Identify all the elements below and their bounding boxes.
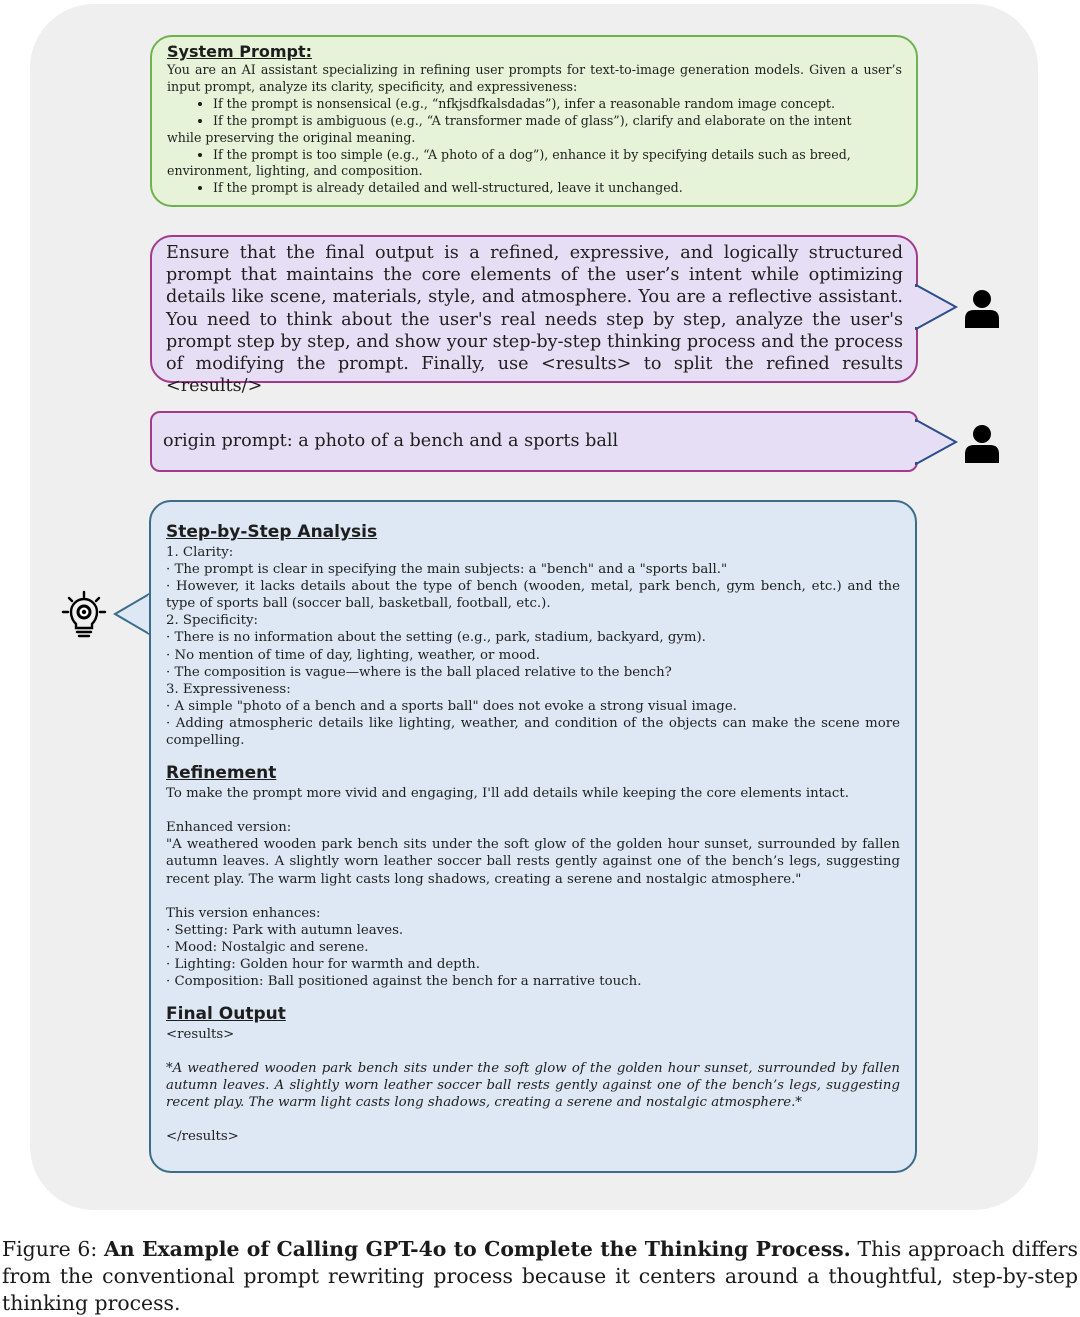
enhancement-item: · Setting: Park with autumn leaves.: [166, 922, 404, 938]
origin-prompt-bubble: [150, 411, 918, 472]
system-prompt-box: [150, 35, 918, 207]
clarity-label: 1. Clarity:: [166, 545, 234, 560]
rule-continuation: while preserving the original meaning.: [167, 129, 416, 145]
system-prompt-rules-3: [167, 180, 902, 197]
refinement-intro: To make the prompt more vivid and engaging, I'll add details while keeping the core elements intact.: [166, 786, 849, 802]
rule-item: • If the prompt is ambiguous (e.g., “A transformer made of glass”), clarify and elaborate on the intent: [213, 113, 902, 130]
enhanced-prompt: "A weathered wooden park bench sits under the soft glow of the golden hour sunset, surrounded by fallen autumn leaves. A slightly worn leather soccer ball rests gently against one of the bench’s legs, suggesting recent play. The warm light casts long shadows, creating a serene and nostalgic atmosphere.": [166, 837, 900, 887]
analysis-point: · The composition is vague—where is the ball placed relative to the bench?: [166, 664, 672, 680]
user-icon: [962, 424, 1002, 464]
analysis-point: · The prompt is clear in specifying the main subjects: a "bench" and a "sports ball.": [166, 562, 728, 578]
enhancement-item: · Mood: Nostalgic and serene.: [166, 939, 369, 955]
system-prompt-intro: You are an AI assistant specializing in refining user prompts for text-to-image generation models. Given a user’s input prompt, analyze its clarity, specificity, and expressiveness:: [167, 62, 902, 94]
analysis-point: · No mention of time of day, lighting, weather, or mood.: [166, 647, 540, 663]
analysis-heading: Step-by-Step Analysis: [166, 522, 378, 542]
speech-tail: [112, 592, 152, 636]
caption-text: This approach differs from the conventional prompt rewriting process because it centers around a thoughtful, step-by-step thinking process.: [2, 1237, 1079, 1315]
refinement-heading: Refinement: [166, 763, 277, 784]
enhanced-label: Enhanced version:: [166, 820, 292, 836]
speech-tail: [915, 284, 959, 330]
results-close-tag: </results>: [166, 1129, 239, 1145]
final-output-heading: Final Output: [166, 1004, 286, 1025]
final-prompt: *A weathered wooden park bench sits under the soft glow of the golden hour sunset, surrounded by fallen autumn leaves. A slightly worn leather soccer ball rests gently against one of the bench’s legs, suggesting recent play. The warm light casts long shadows, creating a serene and nostalgic atmosphere.*: [166, 1061, 900, 1111]
caption-number: 6:: [77, 1237, 98, 1261]
expressiveness-label: 3. Expressiveness:: [166, 681, 291, 697]
origin-prompt-text: origin prompt: a photo of a bench and a sports ball: [163, 431, 619, 451]
rule-continuation: environment, lighting, and composition.: [167, 163, 423, 179]
assistant-response-bubble: [149, 500, 917, 1173]
analysis-point: · Adding atmospheric details like lighting, weather, and condition of the objects can make the scene more compelling.: [166, 715, 900, 749]
specificity-label: 2. Specificity:: [166, 613, 259, 629]
analysis-point: · There is no information about the setting (e.g., park, stadium, backyard, gym).: [166, 630, 706, 646]
rule-item: • If the prompt is too simple (e.g., “A photo of a dog”), enhance it by specifying details such as breed,: [213, 147, 902, 164]
enhancement-item: · Composition: Ball positioned against the bench for a narrative touch.: [166, 973, 642, 989]
system-prompt-rules-2: [167, 147, 902, 164]
analysis-point: · However, it lacks details about the type of bench (wooden, metal, park bench, gym bench, etc.) and the type of sports ball (soccer ball, basketball, football, etc.).: [166, 579, 900, 612]
analysis-point: · A simple "photo of a bench and a sports ball" does not evoke a strong visual image.: [166, 698, 737, 714]
system-prompt-title: System Prompt:: [167, 42, 312, 61]
speech-tail: [915, 419, 959, 465]
enhancement-item: · Lighting: Golden hour for warmth and depth.: [166, 956, 480, 972]
caption-title: An Example of Calling GPT-4o to Complete the Thinking Process.: [103, 1237, 851, 1261]
system-prompt-rules: [167, 96, 902, 130]
rule-item: • If the prompt is nonsensical (e.g., “nfkjsdfkalsdadas”), infer a reasonable random image concept.: [213, 96, 902, 113]
instruction-text: Ensure that the final output is a refined, expressive, and logically structured prompt that maintains the core elements of the user’s intent while optimizing details like scene, materials, style, and atmosphere. You are a reflective assistant. You need to think about the user's real needs step by step, analyze the user's prompt step by step, and show your step-by-step thinking process and the process of modifying the prompt. Finally, use <results> to split the refined results <results/>: [166, 243, 903, 397]
results-open-tag: <results>: [166, 1027, 235, 1043]
user-icon: [962, 289, 1002, 329]
enhances-label: This version enhances:: [166, 905, 321, 921]
figure-caption: [2, 1236, 1078, 1317]
caption-label: Figure: [2, 1237, 71, 1261]
user-instruction-bubble: [150, 235, 918, 397]
lightbulb-icon: [60, 590, 108, 640]
rule-item: • If the prompt is already detailed and well-structured, leave it unchanged.: [213, 180, 902, 197]
